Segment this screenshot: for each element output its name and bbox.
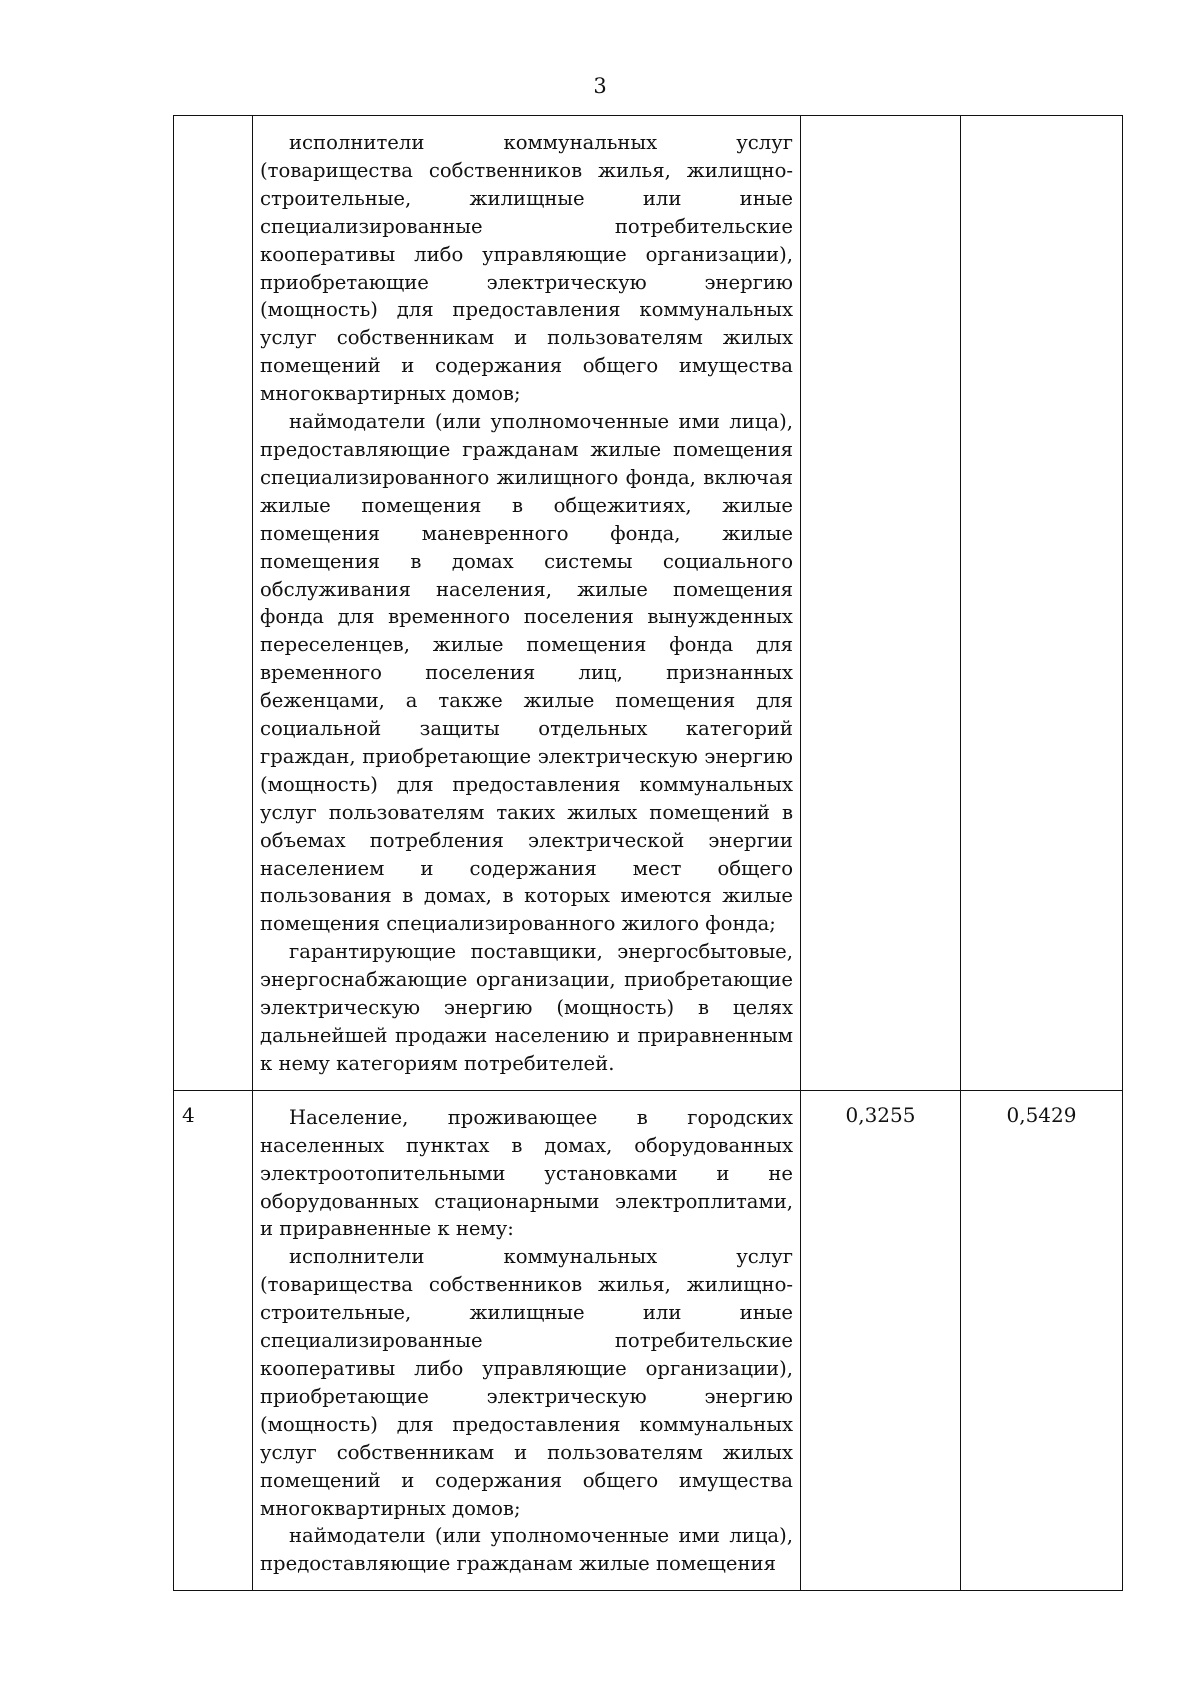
row-number-cell: 4 — [174, 1090, 253, 1590]
value-cell-1 — [801, 116, 961, 1091]
row-description-cell — [253, 116, 801, 1091]
row-number-cell — [174, 116, 253, 1091]
value-cell-1: 0,3255 — [801, 1090, 961, 1590]
description-paragraph: исполнители коммунальных услуг (товарищества собственников жилья, жилищно-строительные, жилищные или иные специализированные потребительские кооперативы либо управляющие организации), приобретающие электрическую энергию (мощность) для предоставления коммунальных услуг собственникам и пользователям жилых помещений и содержания общего имущества многоквартирных домов; — [260, 131, 793, 406]
row-description-cell — [253, 1090, 801, 1590]
page-number: 3 — [593, 74, 607, 98]
tariff-table — [173, 115, 1123, 1591]
table-row — [174, 116, 1123, 1091]
value-cell-2: 0,5429 — [961, 1090, 1123, 1590]
table-row — [174, 1090, 1123, 1590]
description-paragraph: Население, проживающее в городских населенных пунктах в домах, оборудованных электроотопительными установками и не оборудованных стационарными электроплитами, и приравненные к нему: — [260, 1105, 793, 1241]
description-paragraph: наймодатели (или уполномоченные ими лица), предоставляющие гражданам жилые помещения специализированного жилищного фонда, включая жилые помещения в общежитиях, жилые помещения маневренного фонда, жилые помещения в домах системы социального обслуживания населения, жилые помещения фонда для временного поселения вынужденных переселенцев, жилые помещения фонда для временного поселения лиц, признанных беженцами, а также жилые помещения для социальной защиты отдельных категорий граждан, приобретающие электрическую энергию (мощность) для предоставления коммунальных услуг пользователям таких жилых помещений в объемах потребления электрической энергии населением и содержания мест общего пользования в домах, в которых имеются жилые помещения специализированного жилого фонда; — [260, 410, 793, 936]
value-cell-2 — [961, 116, 1123, 1091]
description-paragraph: наймодатели (или уполномоченные ими лица), предоставляющие гражданам жилые помещения — [260, 1524, 793, 1576]
description-paragraph: гарантирующие поставщики, энергосбытовые, энергоснабжающие организации, приобретающие электрическую энергию (мощность) в целях дальнейшей продажи населению и приравненным к нему категориям потребителей. — [260, 940, 793, 1075]
description-paragraph: исполнители коммунальных услуг (товарищества собственников жилья, жилищно-строительные, жилищные или иные специализированные потребительские кооперативы либо управляющие организации), приобретающие электрическую энергию (мощность) для предоставления коммунальных услуг собственникам и пользователям жилых помещений и содержания общего имущества многоквартирных домов; — [260, 1245, 793, 1520]
